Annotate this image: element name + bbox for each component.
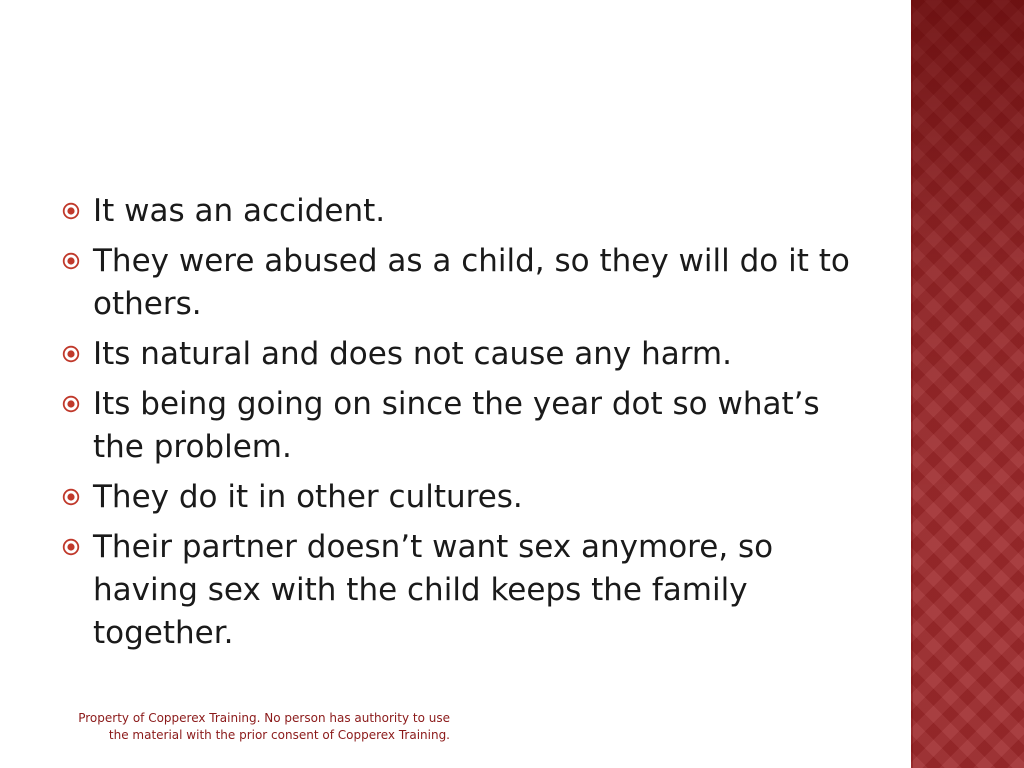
bullet-item (62, 383, 852, 469)
bullet-item (62, 526, 852, 655)
bullet-item (62, 240, 852, 326)
bullet-text: They were abused as a child, so they will do it to others. (93, 243, 850, 322)
circle-dot-icon (62, 252, 80, 270)
bullet-text: Its being going on since the year dot so what’s the problem. (93, 386, 820, 465)
bullet-item (62, 476, 852, 519)
circle-dot-icon (62, 538, 80, 556)
bullet-item (62, 333, 852, 376)
circle-dot-icon (62, 395, 80, 413)
copyright-footer: Property of Copperex Training. No person has authority to use the material with the prior consent of Copperex Training. (78, 711, 450, 742)
bullet-list (62, 190, 852, 662)
side-band-edge (911, 0, 913, 768)
circle-dot-icon (62, 202, 80, 220)
bullet-text: Its natural and does not cause any harm. (93, 336, 732, 372)
bullet-text: Their partner doesn’t want sex anymore, so having sex with the child keeps the family together. (93, 529, 774, 651)
bullet-text: It was an accident. (93, 193, 386, 229)
circle-dot-icon (62, 488, 80, 506)
decorative-side-band (911, 0, 1024, 768)
bullet-item (62, 190, 852, 233)
circle-dot-icon (62, 345, 80, 363)
bullet-text: They do it in other cultures. (93, 479, 523, 515)
